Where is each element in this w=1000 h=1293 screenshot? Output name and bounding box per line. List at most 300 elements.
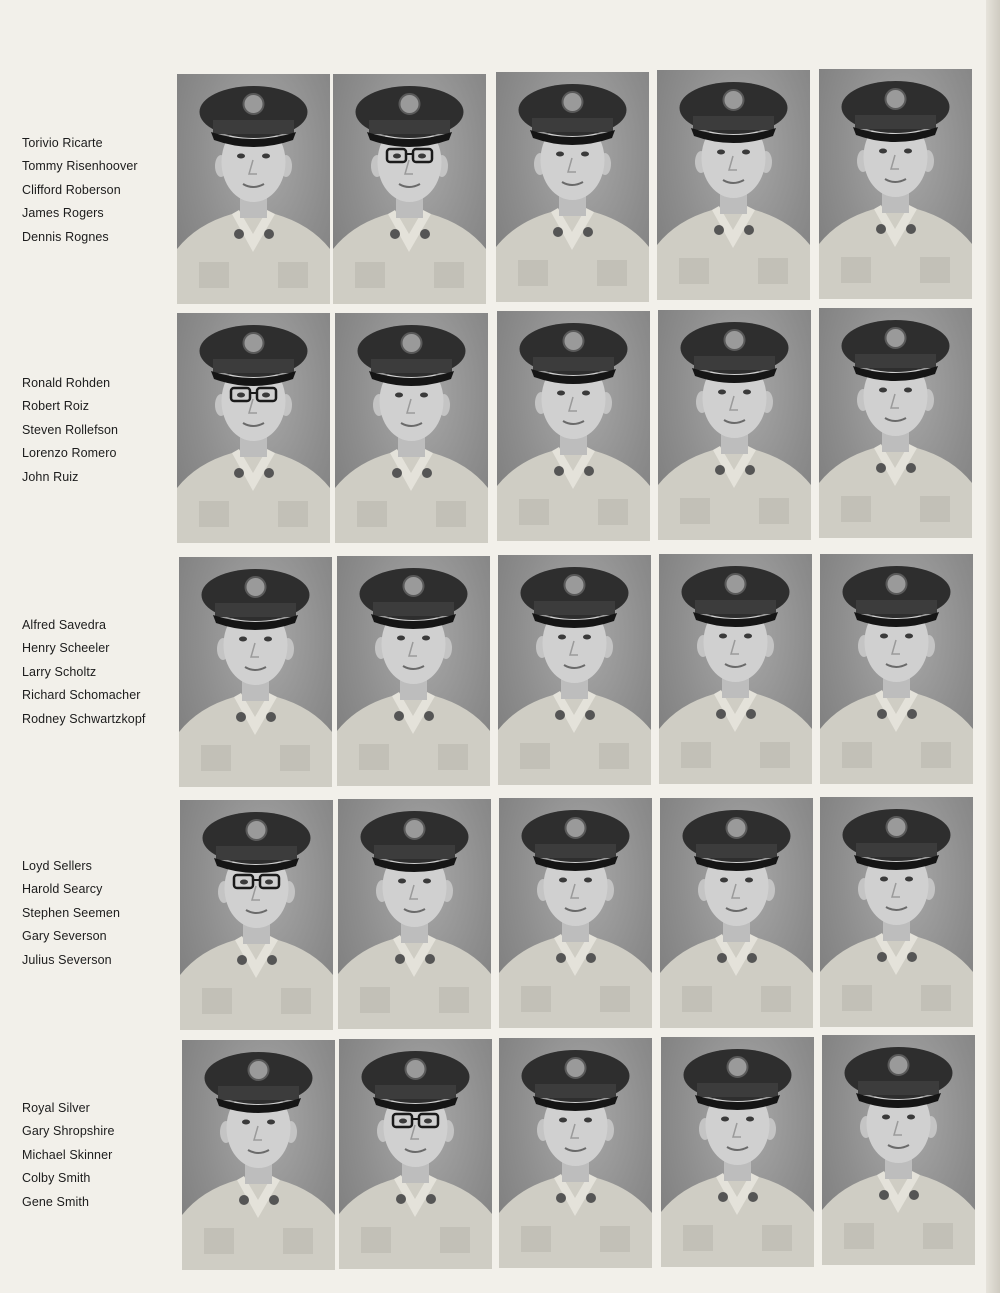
student-name: Steven Rollefson: [22, 422, 119, 437]
collar-insignia-icon: [907, 952, 917, 962]
cap-band: [213, 120, 294, 134]
portrait-image: [497, 311, 650, 541]
student-name: Torivio Ricarte: [22, 136, 103, 150]
shirt: [819, 448, 972, 538]
student-name: Dennis Rognes: [22, 229, 109, 244]
shirt: [657, 210, 810, 300]
cap-band: [375, 1085, 456, 1099]
shirt: [177, 453, 330, 543]
portrait-photo: [658, 310, 811, 540]
shirt: [819, 209, 972, 299]
collar-insignia-icon: [877, 709, 887, 719]
portrait-image: [660, 798, 813, 1028]
eye: [882, 1115, 890, 1120]
cap-band: [856, 843, 937, 857]
student-name: Larry Scholtz: [22, 664, 97, 679]
eye: [746, 1117, 754, 1122]
collar-insignia-icon: [264, 468, 274, 478]
eye: [583, 635, 591, 640]
eye: [239, 637, 247, 642]
collar-insignia-icon: [395, 954, 405, 964]
shirt: [659, 694, 812, 784]
portrait-image: [661, 1037, 814, 1267]
cap-band: [533, 357, 614, 371]
eye: [240, 880, 248, 885]
name-list: [22, 614, 172, 731]
shirt-pocket: [681, 742, 711, 768]
portrait-photo: [822, 1035, 975, 1265]
shirt: [661, 1177, 814, 1267]
portrait-image: [659, 554, 812, 784]
portrait-photo: [660, 798, 813, 1028]
shirt-pocket: [521, 1226, 551, 1252]
student-name: Tommy Risenhoover: [22, 159, 138, 174]
collar-insignia-icon: [906, 463, 916, 473]
collar-insignia-icon: [556, 953, 566, 963]
cap-band: [216, 846, 297, 860]
cap-band: [858, 1081, 939, 1095]
cap-badge-icon: [887, 574, 907, 594]
cap-band: [535, 1084, 616, 1098]
shirt-pocket: [434, 262, 464, 288]
shirt: [496, 212, 649, 302]
collar-insignia-icon: [237, 955, 247, 965]
eye: [721, 1117, 729, 1122]
shirt: [497, 451, 650, 541]
collar-insignia-icon: [879, 1190, 889, 1200]
shirt-pocket: [520, 743, 550, 769]
eye: [418, 154, 426, 159]
cap-band: [218, 1086, 299, 1100]
portrait-photo: [180, 800, 333, 1030]
student-name: Gene Smith: [22, 1194, 90, 1209]
collar-insignia-icon: [236, 712, 246, 722]
collar-insignia-icon: [554, 466, 564, 476]
collar-insignia-icon: [876, 224, 886, 234]
shirt-pocket: [682, 986, 712, 1012]
eye: [264, 637, 272, 642]
portrait-photo: [179, 557, 332, 787]
portrait-image: [333, 74, 486, 304]
portrait-image: [337, 556, 490, 786]
shirt-pocket: [920, 496, 950, 522]
cap-badge-icon: [249, 1060, 269, 1080]
portrait-photo: [177, 313, 330, 543]
cap-badge-icon: [887, 817, 907, 837]
eye: [905, 634, 913, 639]
shirt-pocket: [440, 1227, 470, 1253]
eye: [720, 878, 728, 883]
student-name: Robert Roiz: [22, 399, 90, 414]
name-list: [22, 1097, 172, 1214]
portrait-image: [338, 799, 491, 1029]
student-name: Ronald Rohden: [22, 376, 111, 390]
eye: [904, 149, 912, 154]
shirt-pocket: [199, 262, 229, 288]
cap-badge-icon: [405, 819, 425, 839]
eye: [423, 879, 431, 884]
student-name: Alfred Savedra: [22, 618, 107, 632]
eye: [879, 149, 887, 154]
shirt-pocket: [281, 988, 311, 1014]
eye: [393, 154, 401, 159]
shirt-pocket: [921, 742, 951, 768]
shirt: [182, 1180, 335, 1270]
collar-insignia-icon: [907, 709, 917, 719]
shirt-pocket: [762, 1225, 792, 1251]
collar-insignia-icon: [426, 1194, 436, 1204]
eye: [744, 634, 752, 639]
shirt-pocket: [361, 1227, 391, 1253]
eye: [397, 636, 405, 641]
collar-insignia-icon: [420, 229, 430, 239]
portrait-photo: [659, 554, 812, 784]
portrait-photo: [819, 69, 972, 299]
cap-badge-icon: [400, 94, 420, 114]
cap-band: [856, 600, 937, 614]
portrait-image: [499, 798, 652, 1028]
name-list: [22, 132, 172, 249]
shirt: [179, 697, 332, 787]
cap-band: [697, 1083, 778, 1097]
portrait-photo: [339, 1039, 492, 1269]
portrait-image: [819, 308, 972, 538]
eye: [262, 154, 270, 159]
shirt: [337, 696, 490, 786]
portrait-photo: [497, 311, 650, 541]
shirt-pocket: [357, 501, 387, 527]
collar-insignia-icon: [877, 952, 887, 962]
collar-insignia-icon: [264, 229, 274, 239]
cap-band: [696, 844, 777, 858]
shirt: [333, 214, 486, 304]
cap-badge-icon: [724, 90, 744, 110]
eye: [743, 390, 751, 395]
shirt-pocket: [438, 744, 468, 770]
shirt-pocket: [278, 262, 308, 288]
shirt: [338, 939, 491, 1029]
shirt-pocket: [600, 1226, 630, 1252]
cap-band: [373, 602, 454, 616]
eye: [584, 1118, 592, 1123]
portrait-image: [179, 557, 332, 787]
eye: [880, 877, 888, 882]
collar-insignia-icon: [586, 953, 596, 963]
eye: [582, 391, 590, 396]
student-name: Loyd Sellers: [22, 859, 92, 873]
cap-badge-icon: [726, 574, 746, 594]
collar-insignia-icon: [555, 710, 565, 720]
portrait-image: [820, 554, 973, 784]
shirt-pocket: [683, 1225, 713, 1251]
collar-insignia-icon: [745, 465, 755, 475]
student-name: Michael Skinner: [22, 1147, 113, 1162]
shirt-pocket: [600, 986, 630, 1012]
shirt-pocket: [760, 742, 790, 768]
collar-insignia-icon: [390, 229, 400, 239]
cap-band: [374, 845, 455, 859]
collar-insignia-icon: [909, 1190, 919, 1200]
portrait-photo: [338, 799, 491, 1029]
collar-insignia-icon: [234, 468, 244, 478]
collar-insignia-icon: [748, 1192, 758, 1202]
cap-band: [855, 354, 936, 368]
cap-badge-icon: [727, 818, 747, 838]
shirt: [498, 695, 651, 785]
student-name: Julius Severson: [22, 952, 112, 967]
eye: [559, 878, 567, 883]
portrait-image: [657, 70, 810, 300]
portrait-image: [177, 74, 330, 304]
shirt-pocket: [519, 499, 549, 525]
cap-badge-icon: [889, 1055, 909, 1075]
collar-insignia-icon: [553, 227, 563, 237]
shirt-pocket: [280, 745, 310, 771]
eye: [718, 390, 726, 395]
portrait-image: [182, 1040, 335, 1270]
cap-band: [855, 115, 936, 129]
cap-badge-icon: [246, 577, 266, 597]
eye: [265, 880, 273, 885]
student-name: Colby Smith: [22, 1171, 91, 1186]
collar-insignia-icon: [717, 953, 727, 963]
collar-insignia-icon: [267, 955, 277, 965]
shirt: [658, 450, 811, 540]
cap-badge-icon: [404, 576, 424, 596]
portrait-image: [658, 310, 811, 540]
eye: [717, 150, 725, 155]
collar-insignia-icon: [714, 225, 724, 235]
shirt-pocket: [597, 260, 627, 286]
shirt-pocket: [842, 742, 872, 768]
shirt: [177, 214, 330, 304]
eye: [581, 152, 589, 157]
eye: [559, 1118, 567, 1123]
eye: [907, 1115, 915, 1120]
cap-badge-icon: [247, 820, 267, 840]
collar-insignia-icon: [234, 229, 244, 239]
student-name: Rodney Schwartzkopf: [22, 711, 146, 726]
eye: [267, 1120, 275, 1125]
collar-insignia-icon: [715, 465, 725, 475]
shirt-pocket: [680, 498, 710, 524]
eye: [424, 1119, 432, 1124]
portrait-photo: [819, 308, 972, 538]
portrait-photo: [182, 1040, 335, 1270]
name-list: [22, 855, 172, 972]
collar-insignia-icon: [239, 1195, 249, 1205]
collar-insignia-icon: [425, 954, 435, 964]
shirt-pocket: [841, 496, 871, 522]
shirt-pocket: [598, 499, 628, 525]
cap-badge-icon: [406, 1059, 426, 1079]
student-name: Lorenzo Romero: [22, 446, 117, 461]
eye: [398, 879, 406, 884]
portrait-photo: [335, 313, 488, 543]
cap-badge-icon: [244, 94, 264, 114]
eye: [742, 150, 750, 155]
shirt-pocket: [359, 744, 389, 770]
shirt-pocket: [758, 258, 788, 284]
collar-insignia-icon: [392, 468, 402, 478]
cap-badge-icon: [725, 330, 745, 350]
collar-insignia-icon: [266, 712, 276, 722]
eye: [745, 878, 753, 883]
portrait-photo: [333, 74, 486, 304]
shirt-pocket: [436, 501, 466, 527]
collar-insignia-icon: [747, 953, 757, 963]
cap-band: [695, 600, 776, 614]
student-name: Henry Scheeler: [22, 641, 110, 656]
portrait-photo: [661, 1037, 814, 1267]
student-name: Royal Silver: [22, 1101, 90, 1115]
shirt-pocket: [199, 501, 229, 527]
portrait-photo: [820, 554, 973, 784]
cap-band: [213, 359, 294, 373]
portrait-image: [180, 800, 333, 1030]
student-name: John Ruiz: [22, 469, 79, 484]
cap-band: [693, 116, 774, 130]
eye: [237, 393, 245, 398]
page-edge: [986, 0, 1000, 1293]
collar-insignia-icon: [906, 224, 916, 234]
portrait-photo: [177, 74, 330, 304]
shirt: [822, 1175, 975, 1265]
student-name: Richard Schomacher: [22, 688, 141, 703]
portrait-photo: [820, 797, 973, 1027]
cap-band: [535, 844, 616, 858]
eye: [557, 391, 565, 396]
collar-insignia-icon: [584, 466, 594, 476]
shirt-pocket: [283, 1228, 313, 1254]
shirt: [339, 1179, 492, 1269]
shirt-pocket: [679, 258, 709, 284]
collar-insignia-icon: [876, 463, 886, 473]
shirt-pocket: [920, 257, 950, 283]
cap-band: [534, 601, 615, 615]
shirt-pocket: [360, 987, 390, 1013]
portrait-image: [498, 555, 651, 785]
collar-insignia-icon: [746, 709, 756, 719]
portrait-photo: [499, 798, 652, 1028]
shirt: [660, 938, 813, 1028]
cap-badge-icon: [402, 333, 422, 353]
cap-band: [369, 120, 450, 134]
student-name: Gary Severson: [22, 929, 107, 944]
eye: [879, 388, 887, 393]
shirt-pocket: [201, 745, 231, 771]
cap-band: [215, 603, 296, 617]
cap-badge-icon: [728, 1057, 748, 1077]
shirt-pocket: [761, 986, 791, 1012]
eye: [584, 878, 592, 883]
eye: [262, 393, 270, 398]
cap-badge-icon: [886, 328, 906, 348]
eye: [399, 1119, 407, 1124]
collar-insignia-icon: [744, 225, 754, 235]
portrait-image: [496, 72, 649, 302]
portrait-photo: [496, 72, 649, 302]
shirt-pocket: [518, 260, 548, 286]
collar-insignia-icon: [424, 711, 434, 721]
cap-badge-icon: [565, 575, 585, 595]
eye: [558, 635, 566, 640]
collar-insignia-icon: [556, 1193, 566, 1203]
collar-insignia-icon: [269, 1195, 279, 1205]
shirt-pocket: [921, 985, 951, 1011]
shirt-pocket: [844, 1223, 874, 1249]
cap-badge-icon: [886, 89, 906, 109]
eye: [395, 393, 403, 398]
collar-insignia-icon: [394, 711, 404, 721]
shirt-pocket: [759, 498, 789, 524]
portrait-image: [339, 1039, 492, 1269]
eye: [237, 154, 245, 159]
shirt: [820, 937, 973, 1027]
cap-badge-icon: [563, 92, 583, 112]
eye: [556, 152, 564, 157]
eye: [719, 634, 727, 639]
shirt: [335, 453, 488, 543]
eye: [420, 393, 428, 398]
collar-insignia-icon: [422, 468, 432, 478]
name-list: [22, 372, 172, 489]
shirt: [499, 938, 652, 1028]
shirt-pocket: [355, 262, 385, 288]
student-name: Stephen Seemen: [22, 905, 121, 920]
shirt-pocket: [202, 988, 232, 1014]
eye: [422, 636, 430, 641]
portrait-image: [335, 313, 488, 543]
shirt: [820, 694, 973, 784]
cap-band: [532, 118, 613, 132]
shirt-pocket: [599, 743, 629, 769]
shirt: [499, 1178, 652, 1268]
portrait-photo: [498, 555, 651, 785]
eye: [904, 388, 912, 393]
collar-insignia-icon: [585, 710, 595, 720]
eye: [905, 877, 913, 882]
cap-band: [694, 356, 775, 370]
collar-insignia-icon: [586, 1193, 596, 1203]
shirt-pocket: [841, 257, 871, 283]
student-name: James Rogers: [22, 206, 104, 221]
cap-badge-icon: [566, 1058, 586, 1078]
portrait-photo: [657, 70, 810, 300]
shirt-pocket: [204, 1228, 234, 1254]
shirt-pocket: [439, 987, 469, 1013]
portrait-photo: [337, 556, 490, 786]
shirt-pocket: [521, 986, 551, 1012]
student-name: Gary Shropshire: [22, 1124, 115, 1139]
student-name: Clifford Roberson: [22, 182, 121, 197]
portrait-image: [820, 797, 973, 1027]
shirt-pocket: [278, 501, 308, 527]
student-name: Harold Searcy: [22, 882, 103, 897]
shirt: [180, 940, 333, 1030]
collar-insignia-icon: [718, 1192, 728, 1202]
collar-insignia-icon: [583, 227, 593, 237]
cap-badge-icon: [564, 331, 584, 351]
portrait-image: [177, 313, 330, 543]
cap-band: [371, 359, 452, 373]
portrait-image: [819, 69, 972, 299]
cap-badge-icon: [244, 333, 264, 353]
portrait-image: [822, 1035, 975, 1265]
shirt-pocket: [923, 1223, 953, 1249]
cap-badge-icon: [566, 818, 586, 838]
eye: [880, 634, 888, 639]
